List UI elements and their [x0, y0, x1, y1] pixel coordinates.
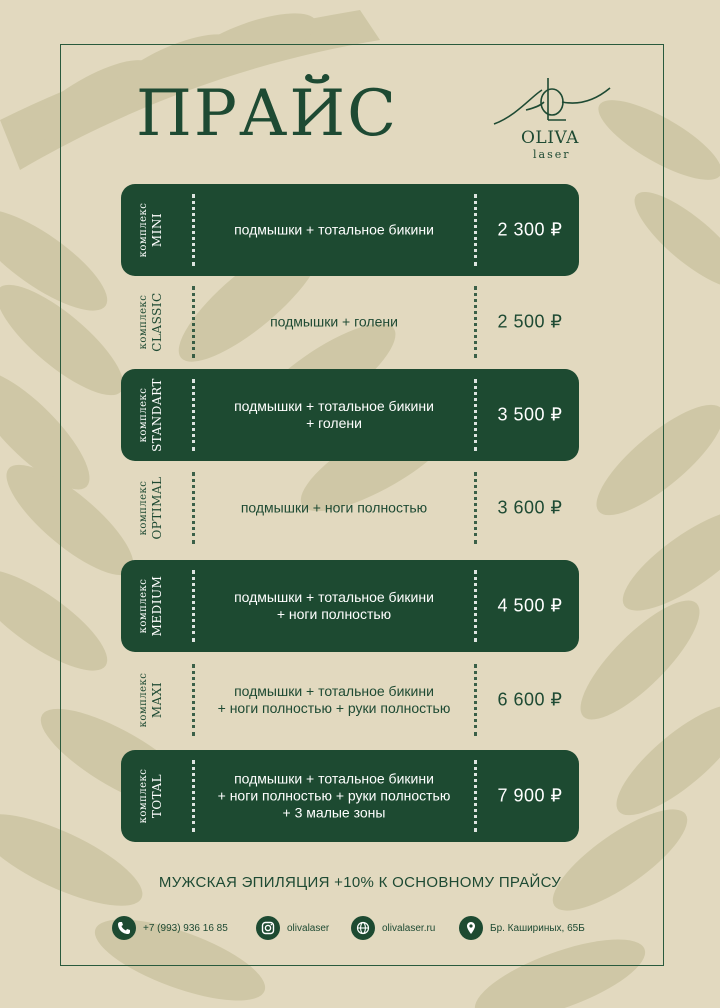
package-description: подмышки + тотальное бикини + ноги полностью + руки полностью [217, 683, 451, 716]
dotted-divider [474, 664, 477, 736]
dotted-divider [474, 760, 477, 832]
package-label [121, 654, 181, 746]
brand-name: OLIVA [521, 128, 579, 148]
contact-instagram[interactable] [256, 916, 329, 940]
package-label [121, 276, 181, 368]
dotted-divider [192, 286, 195, 358]
contact-instagram-text: olivalaser [287, 922, 330, 934]
package-label [121, 369, 181, 461]
contact-address[interactable] [459, 916, 585, 940]
package-row-standart [121, 369, 579, 461]
package-description: подмышки + тотальное бикини + ноги полностью + руки полностью + 3 малые зоны [217, 770, 451, 821]
package-label-prefix: комплекс [138, 768, 149, 824]
package-description: подмышки + ноги полностью [240, 499, 428, 516]
package-label [121, 184, 181, 276]
phone-icon [112, 916, 136, 940]
package-label-name: TOTAL [150, 773, 164, 819]
dotted-divider [474, 286, 477, 358]
package-label-prefix: комплекс [138, 480, 149, 536]
package-label-name: OPTIMAL [150, 476, 164, 540]
package-price: 3 500 ₽ [497, 404, 563, 425]
dotted-divider [192, 664, 195, 736]
package-price: 6 600 ₽ [497, 689, 563, 710]
package-label [121, 750, 181, 842]
package-row-total [121, 750, 579, 842]
package-label-prefix: комплекс [138, 294, 149, 350]
package-price: 2 300 ₽ [497, 219, 563, 240]
package-label-prefix: комплекс [138, 202, 149, 258]
package-description: подмышки + тотальное бикини + голени [234, 398, 434, 431]
dotted-divider [192, 379, 195, 451]
location-pin-icon [459, 916, 483, 940]
dotted-divider [474, 570, 477, 642]
contact-phone-text: +7 (993) 936 16 85 [143, 922, 228, 934]
dotted-divider [192, 194, 195, 266]
package-label [121, 560, 181, 652]
package-description: подмышки + тотальное бикини [234, 221, 434, 238]
dotted-divider [474, 194, 477, 266]
package-row-medium [121, 560, 579, 652]
package-row-maxi [121, 654, 579, 746]
package-label-prefix: комплекс [138, 387, 149, 443]
men-surcharge-note: МУЖСКАЯ ЭПИЛЯЦИЯ +10% К ОСНОВНОМУ ПРАЙСУ [158, 874, 562, 891]
package-description: подмышки + голени [270, 313, 398, 330]
package-label [121, 462, 181, 554]
dotted-divider [474, 472, 477, 544]
package-description: подмышки + тотальное бикини + ноги полностью [234, 589, 434, 622]
package-label-name: CLASSIC [150, 292, 164, 352]
package-price: 4 500 ₽ [497, 595, 563, 616]
package-price: 7 900 ₽ [497, 785, 563, 806]
package-price: 3 600 ₽ [497, 497, 563, 518]
contact-website-text: olivalaser.ru [382, 922, 436, 934]
package-label-prefix: комплекс [138, 672, 149, 728]
package-label-name: MINI [150, 212, 164, 248]
package-label-name: MAXI [150, 681, 164, 719]
package-row-classic [121, 276, 579, 368]
package-label-prefix: комплекс [138, 578, 149, 634]
contact-address-text: Бр. Кашириных, 65Б [490, 922, 585, 934]
dotted-divider [192, 760, 195, 832]
package-price: 2 500 ₽ [497, 311, 563, 332]
package-label-name: MEDIUM [150, 575, 164, 637]
dotted-divider [192, 472, 195, 544]
brand-subtitle: laser [533, 148, 571, 161]
page-title: ПРАЙС [136, 77, 399, 151]
contact-phone[interactable] [112, 916, 228, 940]
instagram-icon [256, 916, 280, 940]
dotted-divider [474, 379, 477, 451]
package-row-optimal [121, 462, 579, 554]
package-label-name: STANDART [150, 378, 164, 452]
package-row-mini [121, 184, 579, 276]
globe-icon [351, 916, 375, 940]
dotted-divider [192, 570, 195, 642]
contact-website[interactable] [351, 916, 435, 940]
